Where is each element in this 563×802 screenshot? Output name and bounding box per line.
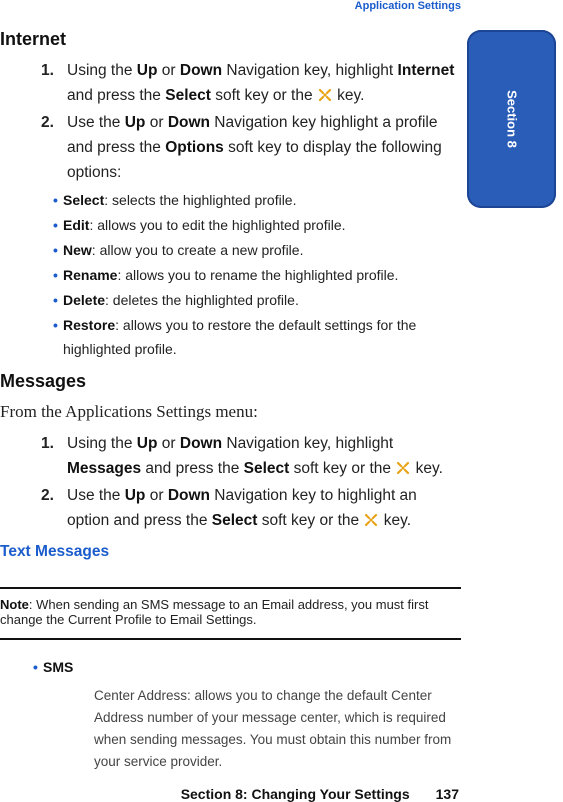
internet-heading: Internet (0, 29, 67, 49)
step-text: Use the Up or Down Navigation key highlight a profile and press the Options soft key to display the following options: (67, 114, 442, 181)
section-tab-label: Section 8 (504, 90, 519, 148)
bullet-dot: • (53, 267, 58, 283)
bullet-dot: • (53, 192, 58, 208)
step-text: Using the Up or Down Navigation key, highlight Messages and press the Select soft key or the key. (67, 435, 443, 477)
page-number: 137 (435, 786, 459, 802)
note-bottom-rule (0, 638, 461, 640)
messages-step-1 (41, 431, 471, 481)
bullet-dot: • (53, 217, 58, 233)
internet-step-1 (41, 58, 471, 108)
bullet-dot: • (53, 242, 58, 258)
sms-bullet (33, 655, 233, 679)
step-number: 1. (41, 62, 54, 79)
step-text: Using the Up or Down Navigation key, highlight Internet and press the Select soft key or the key. (67, 62, 455, 104)
internet-step-2 (41, 110, 471, 185)
sms-description: Center Address: allows you to change the default Center Address number of your message center, which is required when sending messages. You must obtain this number from your service provider. (94, 688, 452, 769)
note-text: Note: When sending an SMS message to an Email address, you must first change the Current Profile to Email Settings. (0, 597, 429, 627)
messages-heading: Messages (0, 371, 87, 391)
bullet-dot: • (33, 659, 38, 675)
ok-key-icon (317, 86, 333, 102)
step-text: Use the Up or Down Navigation key to highlight an option and press the Select soft key or the key. (67, 487, 417, 529)
step-number: 2. (41, 114, 54, 131)
messages-step-2 (41, 483, 471, 533)
ok-key-icon (363, 511, 379, 527)
section-tab (467, 30, 556, 208)
ok-key-icon (395, 459, 411, 475)
sms-label: SMS (43, 659, 74, 675)
messages-intro: From the Applications Settings menu: (0, 402, 258, 421)
text-messages-heading: Text Messages (0, 543, 110, 560)
note-top-rule (0, 587, 461, 589)
bullet-dot: • (53, 292, 58, 308)
footer-section: Section 8: Changing Your Settings (180, 786, 410, 802)
running-header: Application Settings (354, 0, 461, 12)
step-number: 1. (41, 435, 54, 452)
bullet-dot: • (53, 317, 58, 333)
step-number: 2. (41, 487, 54, 504)
page-footer (181, 786, 459, 802)
